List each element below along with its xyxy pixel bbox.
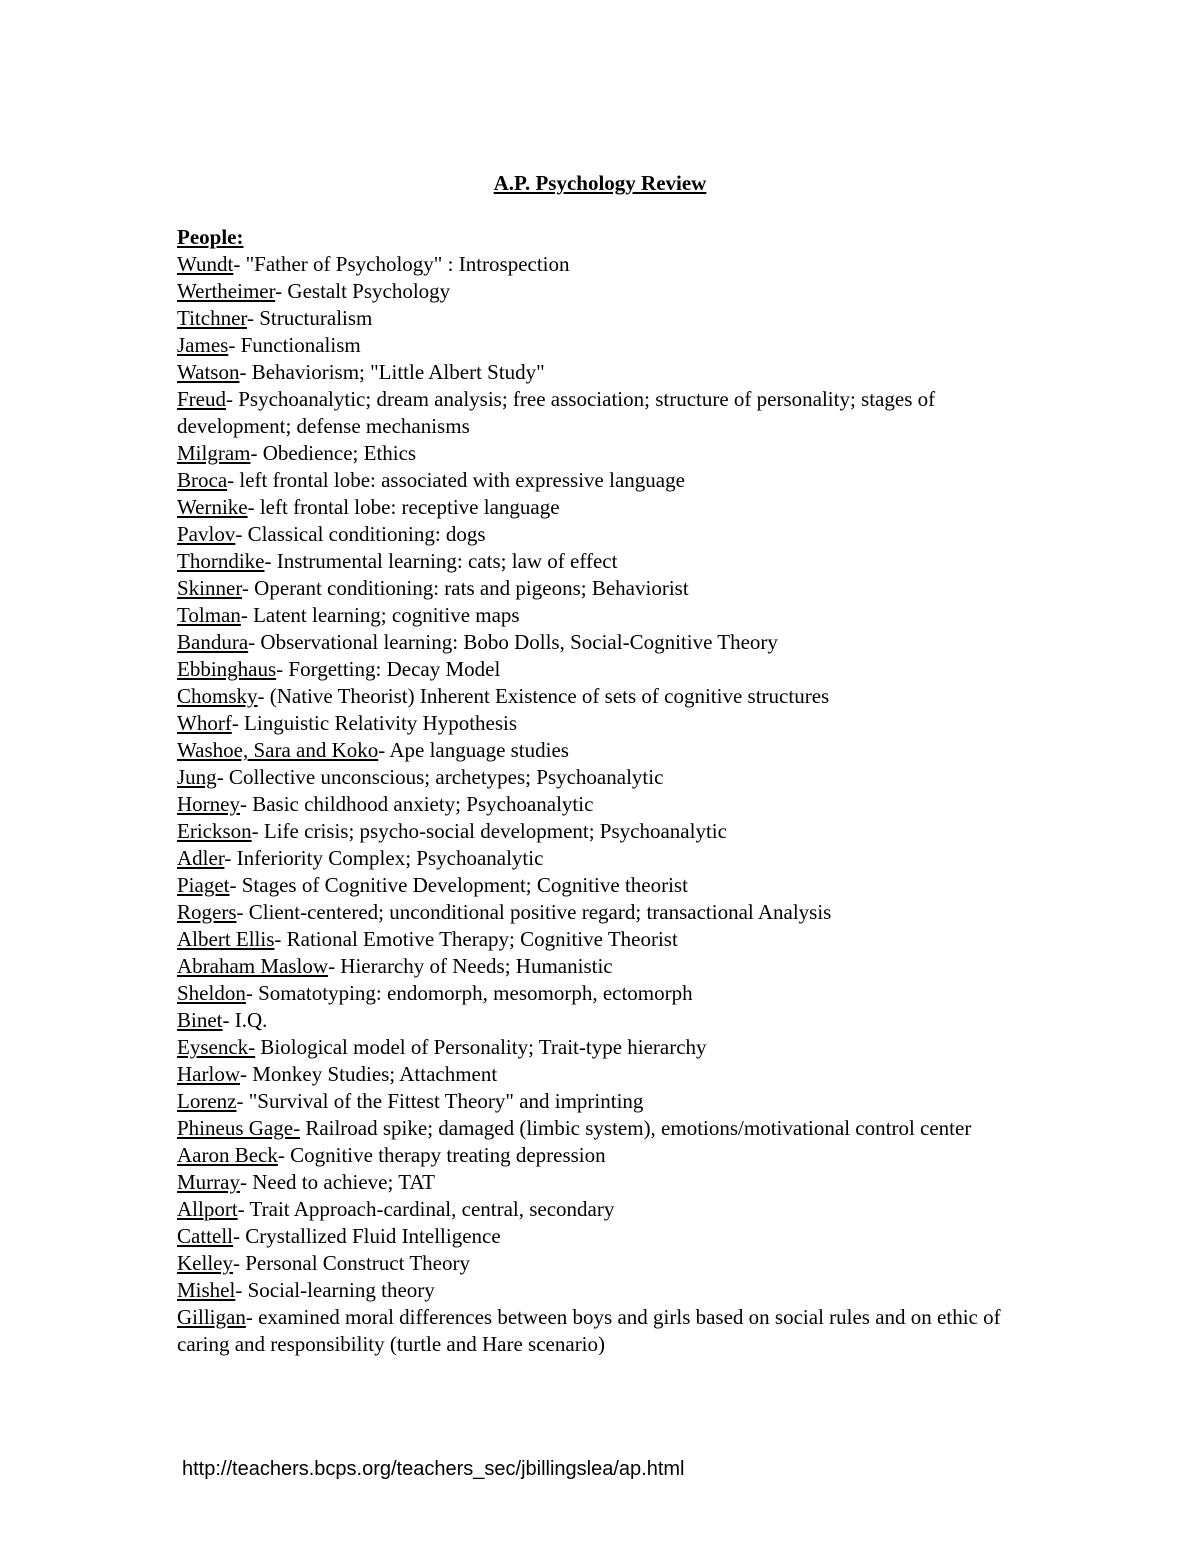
person-description: - "Father of Psychology" : Introspection xyxy=(233,252,570,276)
person-entry xyxy=(177,1169,1027,1196)
person-name: Erickson xyxy=(177,819,252,843)
person-entry xyxy=(177,386,1027,440)
person-entry xyxy=(177,332,1027,359)
person-entry xyxy=(177,548,1027,575)
person-name: Tolman xyxy=(177,603,241,627)
person-entry xyxy=(177,602,1027,629)
person-entry xyxy=(177,764,1027,791)
person-entry xyxy=(177,872,1027,899)
person-entry xyxy=(177,305,1027,332)
person-entry xyxy=(177,1115,1027,1142)
person-name: Milgram xyxy=(177,441,251,465)
person-entry xyxy=(177,575,1027,602)
person-entry xyxy=(177,899,1027,926)
person-entry xyxy=(177,926,1027,953)
person-name: Watson xyxy=(177,360,240,384)
person-entry xyxy=(177,737,1027,764)
person-name: Eysenck- xyxy=(177,1035,256,1059)
person-description: - Inferiority Complex; Psychoanalytic xyxy=(224,846,544,870)
person-entry xyxy=(177,791,1027,818)
person-name: Ebbinghaus xyxy=(177,657,277,681)
person-description: - Instrumental learning: cats; law of effect xyxy=(264,549,618,573)
person-description: Biological model of Personality; Trait-type hierarchy xyxy=(255,1035,707,1059)
person-name: Wernike xyxy=(177,495,248,519)
person-name: Freud xyxy=(177,387,226,411)
person-name: Horney xyxy=(177,792,240,816)
person-name: Adler xyxy=(177,846,225,870)
person-name: Lorenz xyxy=(177,1089,237,1113)
person-description: - I.Q. xyxy=(222,1008,268,1032)
person-entry xyxy=(177,683,1027,710)
person-name: Pavlov xyxy=(177,522,236,546)
person-description: - Stages of Cognitive Development; Cognitive theorist xyxy=(229,873,688,897)
person-description: - Psychoanalytic; dream analysis; free association; structure of personality; stages of development; defense mechanisms xyxy=(177,387,936,438)
person-entry xyxy=(177,710,1027,737)
person-entry xyxy=(177,656,1027,683)
person-description: - "Survival of the Fittest Theory" and imprinting xyxy=(236,1089,644,1113)
person-name: Thorndike xyxy=(177,549,265,573)
person-description: - Latent learning; cognitive maps xyxy=(240,603,520,627)
person-description: - Obedience; Ethics xyxy=(250,441,417,465)
person-entry xyxy=(177,278,1027,305)
person-entry xyxy=(177,1142,1027,1169)
person-description: - Somatotyping: endomorph, mesomorph, ectomorph xyxy=(245,981,693,1005)
person-description: Railroad spike; damaged (limbic system), emotions/motivational control center xyxy=(300,1116,972,1140)
person-entry xyxy=(177,440,1027,467)
page-title: A.P. Psychology Review xyxy=(493,171,707,195)
entry-list xyxy=(177,251,1027,1358)
person-name: Titchner xyxy=(177,306,247,330)
people-section xyxy=(177,224,1027,1358)
person-entry xyxy=(177,845,1027,872)
person-entry xyxy=(177,467,1027,494)
person-name: Abraham Maslow xyxy=(177,954,329,978)
person-description: - examined moral differences between boys and girls based on social rules and on ethic of caring and responsibility (turtle and Hare scenario) xyxy=(177,1305,1001,1356)
person-entry xyxy=(177,953,1027,980)
footer-url: http://teachers.bcps.org/teachers_sec/jbillingslea/ap.html xyxy=(182,1458,685,1480)
person-description: - Life crisis; psycho-social development; Psychoanalytic xyxy=(251,819,727,843)
person-entry xyxy=(177,1061,1027,1088)
person-name: Wertheimer xyxy=(177,279,276,303)
person-name: Wundt xyxy=(177,252,234,276)
person-name: Chomsky xyxy=(177,684,258,708)
person-description: - (Native Theorist) Inherent Existence of sets of cognitive structures xyxy=(257,684,830,708)
person-entry xyxy=(177,359,1027,386)
person-name: Jung xyxy=(177,765,217,789)
person-description: - Need to achieve; TAT xyxy=(239,1170,436,1194)
person-entry xyxy=(177,1196,1027,1223)
person-description: - Linguistic Relativity Hypothesis xyxy=(231,711,518,735)
person-name: Murray xyxy=(177,1170,240,1194)
person-description: - Trait Approach-cardinal, central, secondary xyxy=(237,1197,615,1221)
person-entry xyxy=(177,251,1027,278)
person-description: - Functionalism xyxy=(228,333,361,357)
person-name: Washoe, Sara and Koko xyxy=(177,738,379,762)
person-entry xyxy=(177,1034,1027,1061)
person-description: - Client-centered; unconditional positive regard; transactional Analysis xyxy=(236,900,832,924)
person-name: Gilligan xyxy=(177,1305,246,1329)
person-description: - Structuralism xyxy=(246,306,373,330)
person-name: Kelley xyxy=(177,1251,233,1275)
person-description: - Classical conditioning: dogs xyxy=(235,522,486,546)
person-name: Phineus Gage- xyxy=(177,1116,301,1140)
person-entry xyxy=(177,1007,1027,1034)
person-entry xyxy=(177,521,1027,548)
person-name: Aaron Beck xyxy=(177,1143,278,1167)
person-description: - Monkey Studies; Attachment xyxy=(239,1062,498,1086)
person-description: - Cognitive therapy treating depression xyxy=(277,1143,606,1167)
person-description: - Observational learning: Bobo Dolls, Social-Cognitive Theory xyxy=(248,630,778,654)
person-name: Mishel xyxy=(177,1278,236,1302)
person-description: - Crystallized Fluid Intelligence xyxy=(233,1224,501,1248)
person-entry xyxy=(177,494,1027,521)
person-name: Bandura xyxy=(177,630,249,654)
person-name: Whorf xyxy=(177,711,232,735)
person-name: Cattell xyxy=(177,1224,233,1248)
person-name: James xyxy=(177,333,229,357)
person-name: Allport xyxy=(177,1197,238,1221)
person-name: Sheldon xyxy=(177,981,246,1005)
person-entry xyxy=(177,1277,1027,1304)
person-entry xyxy=(177,629,1027,656)
person-description: - Rational Emotive Therapy; Cognitive Theorist xyxy=(274,927,678,951)
section-heading: People: xyxy=(177,225,244,249)
person-description: - Operant conditioning: rats and pigeons; Behaviorist xyxy=(241,576,689,600)
person-description: - Collective unconscious; archetypes; Psychoanalytic xyxy=(216,765,664,789)
person-description: - left frontal lobe: receptive language xyxy=(247,495,560,519)
person-name: Rogers xyxy=(177,900,237,924)
person-description: - left frontal lobe: associated with expressive language xyxy=(227,468,685,492)
person-name: Harlow xyxy=(177,1062,240,1086)
person-description: - Forgetting: Decay Model xyxy=(276,657,501,681)
person-name: Piaget xyxy=(177,873,230,897)
person-name: Skinner xyxy=(177,576,242,600)
person-description: - Behaviorism; "Little Albert Study" xyxy=(239,360,545,384)
person-entry xyxy=(177,1250,1027,1277)
person-name: Binet xyxy=(177,1008,223,1032)
person-entry xyxy=(177,1088,1027,1115)
person-name: Broca xyxy=(177,468,228,492)
person-description: - Personal Construct Theory xyxy=(232,1251,470,1275)
person-description: - Social-learning theory xyxy=(235,1278,435,1302)
person-description: - Ape language studies xyxy=(378,738,569,762)
person-entry xyxy=(177,980,1027,1007)
person-description: - Gestalt Psychology xyxy=(275,279,451,303)
person-entry xyxy=(177,1223,1027,1250)
person-description: - Hierarchy of Needs; Humanistic xyxy=(328,954,613,978)
person-name: Albert Ellis xyxy=(177,927,275,951)
person-entry xyxy=(177,818,1027,845)
person-entry xyxy=(177,1304,1027,1358)
person-description: - Basic childhood anxiety; Psychoanalytic xyxy=(239,792,594,816)
